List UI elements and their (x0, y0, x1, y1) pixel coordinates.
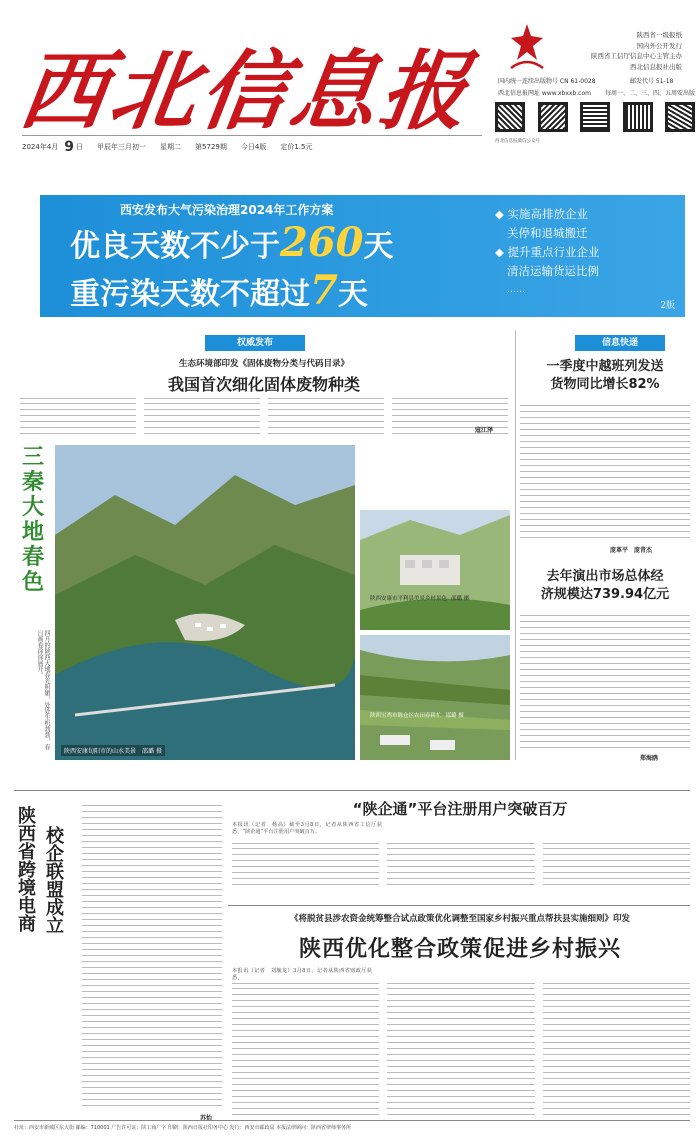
banner-line1-post: 天 (363, 229, 394, 264)
postal-code: 邮发代号 51-18 (630, 78, 674, 85)
caption-text: 陕西安康旬阳市的山水美景 (64, 748, 137, 755)
qiye-body (232, 838, 690, 898)
weekday: 星期二 (160, 142, 182, 151)
authority-headline[interactable]: 我国首次细化固体废物种类 (167, 375, 360, 394)
banner-line2-pre: 重污染天数不超过 (70, 277, 310, 312)
bullet-item: ◆ 实施高排放企业 (495, 207, 588, 221)
masthead (0, 0, 700, 160)
bullet-item (495, 224, 600, 243)
section-tag-authority (205, 335, 305, 351)
headline-col: 陕西省跨境电商 (15, 806, 36, 932)
credit-text: 邵璐 摄 (451, 596, 470, 602)
section-tag-info (575, 335, 665, 351)
divider (228, 905, 690, 906)
alliance-body (82, 800, 222, 1110)
info-story1-headline[interactable] (520, 358, 690, 394)
divider (14, 790, 690, 791)
headline-line: 去年演出市场总体经 (546, 569, 664, 584)
banner-line-1 (70, 219, 394, 266)
brand-lines (591, 30, 682, 72)
bullet-text: 提升重点行业企业 (507, 245, 600, 259)
alliance-headline[interactable] (14, 806, 74, 1136)
website: 西北信息报网址 www.xbxxb.com (498, 90, 591, 97)
headline-line: 济规模达739.94亿元 (540, 587, 670, 602)
issue-day: 9 (64, 138, 75, 155)
bullet-text: 清洁运输货运比例 (507, 264, 599, 278)
caption-text: 陕西宝鸡市陈仓区农田春耕忙 (370, 713, 442, 719)
info-story2-body (520, 610, 690, 750)
issue-day-suffix: 日 (76, 142, 84, 151)
banner-subtitle: 西安发布大气污染治理2024年工作方案 (120, 203, 334, 217)
policy-kicker: 《将脱贫县涉农资金统筹整合试点政策优化调整至国家乡村振兴重点帮扶县实施细则》印发 (289, 914, 630, 924)
issue-number: 第5729期 (195, 142, 227, 151)
banner-number-260: 260 (280, 219, 364, 266)
bullet-item: ◆ 提升重点行业企业 (495, 245, 600, 259)
policy-lead: 本报讯（记者 刘毓龙）3月8日，记者从陕西省财政厅获悉， (232, 968, 372, 981)
price: 定价1.5元 (280, 142, 313, 151)
alliance-author: 苏怡 (200, 1115, 213, 1122)
headline-line: 货物同比增长82% (550, 377, 660, 392)
cn-number: 国内统一连续出版物号 CN 61-0028 (498, 78, 596, 85)
spring-title (18, 445, 48, 595)
authority-author: 寇江泽 (475, 427, 494, 434)
policy-headline[interactable]: 陕西优化整合政策促进乡村振兴 (298, 936, 621, 962)
brand-line: 西北信息报社出版 (630, 62, 682, 71)
bullet-item (495, 262, 600, 281)
banner-line2-post: 天 (337, 277, 368, 312)
info-story1-body (520, 400, 690, 540)
issue-date: 2024年4月 (22, 142, 59, 151)
qiye-headline[interactable]: “陕企通”平台注册用户突破百万 (352, 800, 568, 818)
qiye-lead: 本报讯（记者 杨高）截至3月8日，记者从陕西省工信厅获悉，“陕企通”平台注册用户突破百万。 (232, 822, 382, 835)
qr-code-icon (665, 102, 695, 132)
policy-body (232, 978, 690, 1108)
qr-code-icon (580, 102, 610, 132)
bullet-text: 实施高排放企业 (507, 207, 588, 221)
section-label: 信息快递 (601, 338, 638, 348)
info-story2-headline[interactable] (520, 568, 690, 604)
brand-line: 国内外公开发行 (636, 41, 682, 50)
page-count: 今日4版 (240, 142, 267, 151)
info-story2-byline: 郑海鸥 (640, 755, 659, 762)
schedule: 每周一、二、三、四、五周安出版 (605, 90, 696, 97)
caption-text: 陕西安康市平利县美景乡村景色 (370, 596, 448, 602)
authority-body (20, 393, 508, 433)
headline-col: 校企联盟成立 (43, 826, 64, 934)
bullet-text: 关停和退城搬迁 (507, 226, 588, 240)
headline-line: 一季度中越班列发送 (546, 359, 664, 374)
banner-number-7: 7 (310, 267, 338, 314)
divider (515, 330, 516, 760)
photo-right-1[interactable] (360, 510, 510, 630)
section-label: 权威发布 (236, 338, 273, 348)
logo-emblem-icon (505, 20, 549, 72)
brand-line: 陕西省一级报纸 (636, 31, 682, 39)
banner-page-ref[interactable]: 2版 (660, 301, 675, 311)
spring-side-caption: 四月的陕西大地春光明媚，处处生机勃勃，春日画卷徐徐展开。 (36, 630, 50, 750)
lunar-date: 甲辰年三月初一 (97, 142, 147, 151)
brand-line: 陕西省工信厅信息中心主管主办 (591, 52, 682, 60)
authority-kicker: 生态环境部印发《固体废物分类与代码目录》 (178, 359, 349, 369)
photo-right-1-caption (370, 595, 480, 603)
banner-line-2 (70, 267, 368, 314)
qr-code-icon (495, 102, 525, 132)
bullet-ellipsis: …… (507, 285, 525, 295)
photo-right-2[interactable] (360, 635, 510, 760)
date-strip (22, 135, 482, 157)
photo-main-caption (61, 745, 165, 756)
qr-code-icon (538, 102, 568, 132)
qr-caption: 西北信息报微信公众号 (495, 139, 540, 144)
banner-bullets (495, 205, 600, 300)
info-story1-byline: 庞革平 庞青杰 (610, 547, 653, 554)
banner-line1-pre: 优良天数不少于 (70, 229, 280, 264)
headline-banner (40, 195, 685, 317)
qr-code-icon (623, 102, 653, 132)
credit-text: 邵璐 摄 (445, 713, 464, 719)
photo-main[interactable] (55, 445, 355, 760)
credit-text: 邵璐 摄 (142, 748, 162, 755)
masthead-title: 西北信息报 (13, 41, 479, 142)
footer: 社址：西安市新城区东大街 邮编：710001 广告许可证：陕工商广字 印刷：陕西日报社印务中心 发行：西安市邮政局 本报法律顾问：陕西省律师事务所 (14, 1120, 690, 1131)
spring-title-text: 三秦大地春色 (21, 445, 44, 595)
photo-right-2-caption (370, 712, 480, 720)
